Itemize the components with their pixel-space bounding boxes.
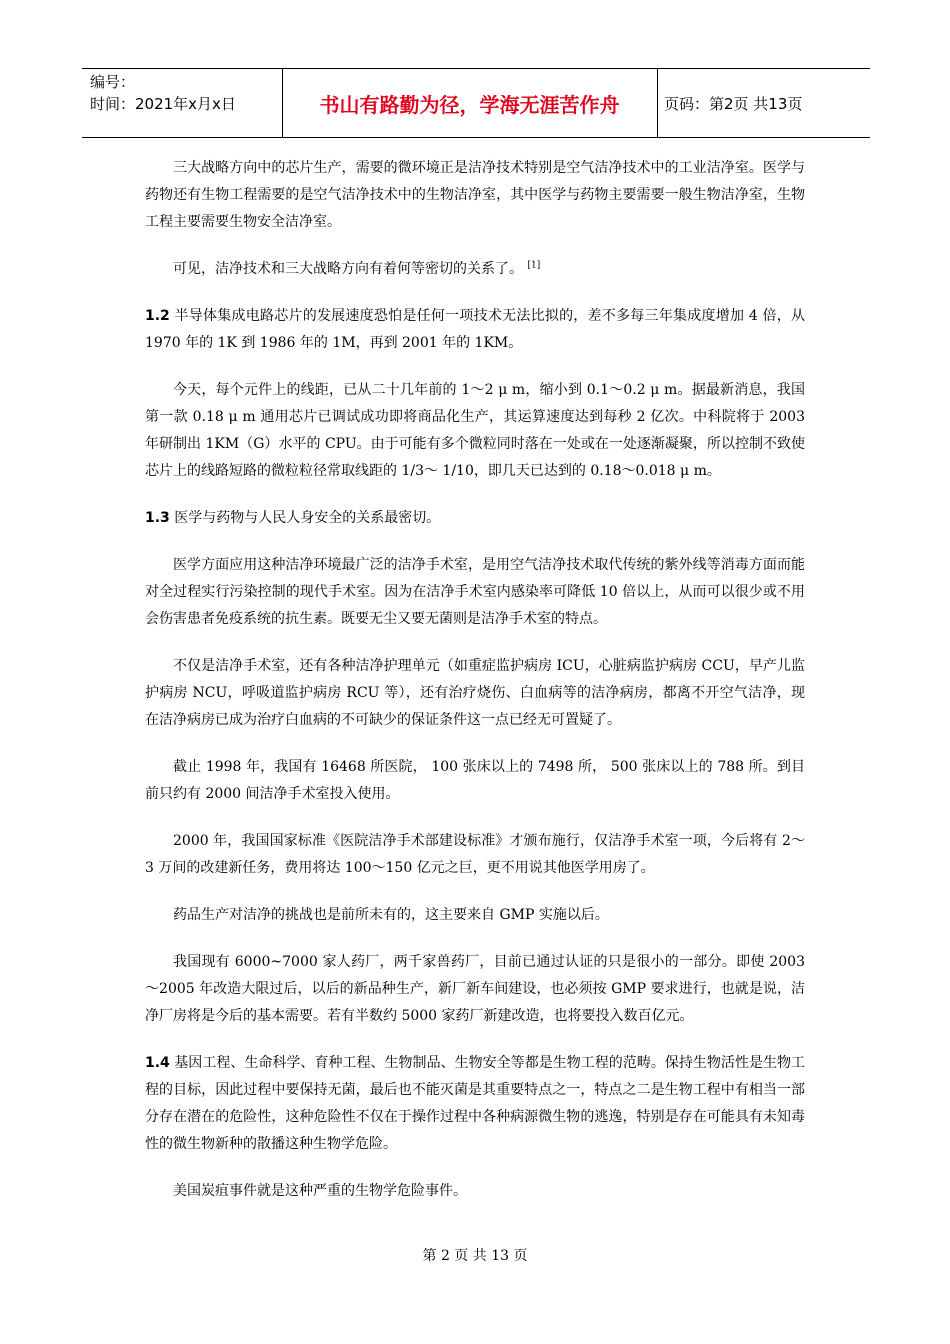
paragraph-9 bbox=[145, 828, 805, 882]
paragraph-text: 药品生产对洁净的挑战也是前所未有的，这主要来自 GMP 实施以后。 bbox=[173, 907, 609, 923]
header-motto: 书山有路勤为径，学海无涯苦作舟 bbox=[319, 92, 620, 117]
header-meta bbox=[90, 71, 236, 115]
paragraph-7 bbox=[145, 653, 805, 734]
paragraph-text: 半导体集成电路芯片的发展速度恐怕是任何一项技术无法比拟的，差不多每三年集成度增加 4 倍，从 1970 年的 1K 到 1986 年的 1M，再到 2001 年的 1KM。 bbox=[145, 308, 805, 351]
paragraph-4 bbox=[145, 377, 805, 485]
section-number: 1.2 bbox=[145, 308, 170, 324]
date-line: 时间：2021年x月x日 bbox=[90, 95, 236, 113]
paragraph-1 bbox=[145, 155, 805, 236]
page-header bbox=[82, 68, 870, 138]
section-1-2 bbox=[145, 303, 805, 357]
paragraph-text: 基因工程、生命科学、育种工程、生物制品、生物安全等都是生物工程的范畴。保持生物活性是生物工程的目标，因此过程中要保持无菌，最后也不能灭菌是其重要特点之一，特点之二是生物工程中有相当一部分存在潜在的危险性，这种危险性不仅在于操作过程中各种病源微生物的逃逸，特别是存在可能具有未知毒性的微生物新种的散播这种生物学危险。 bbox=[145, 1055, 805, 1152]
paragraph-13 bbox=[145, 1178, 805, 1205]
paragraph-text: 医学方面应用这种洁净环境最广泛的洁净手术室，是用空气洁净技术取代传统的紫外线等消毒方面而能对全过程实行污染控制的现代手术室。因为在洁净手术室内感染率可降低 10 倍以上，从而可以很少或不用会伤害患者免疫系统的抗生素。既要无尘又要无菌则是洁净手术室的特点。 bbox=[145, 557, 805, 627]
paragraph-text: 我国现有 6000~7000 家人药厂，两千家兽药厂，目前已通过认证的只是很小的一部分。即使 2003～2005 年改造大限过后，以后的新品种生产，新厂新车间建设，也必须按 GMP 要求进行，也就是说，洁净厂房将是今后的基本需要。若有半数约 5000 家药厂新建改造，也将要投入数百亿元。 bbox=[145, 954, 805, 1024]
paragraph-text: 今天，每个元件上的线距，已从二十几年前的 1～2 μ m，缩小到 0.1～0.2 μ m。据最新消息，我国第一款 0.18 μ m 通用芯片已调试成功即将商品化生产，其运算速度达到每秒 2 亿次。中科院将于 2003 年研制出 1KM（G）水平的 CPU。由于可能有多个微粒同时落在一处或在一处逐渐凝聚，所以控制不致使芯片上的线路短路的微粒粒径常取线距的 1/3～ 1/10，即几天已达到的 0.18～0.018 μ m。 bbox=[145, 382, 805, 479]
section-number: 1.4 bbox=[145, 1055, 170, 1071]
page-footer: 第 2 页 共 13 页 bbox=[422, 1248, 528, 1264]
paragraph-text: 三大战略方向中的芯片生产，需要的微环境正是洁净技术特别是空气洁净技术中的工业洁净室。医学与药物还有生物工程需要的是空气洁净技术中的生物洁净室，其中医学与药物主要需要一般生物洁净室，生物工程主要需要生物安全洁净室。 bbox=[145, 160, 805, 230]
paragraph-6 bbox=[145, 552, 805, 633]
paragraph-text: 截止 1998 年，我国有 16468 所医院， 100 张床以上的 7498 所， 500 张床以上的 788 所。到目前只约有 2000 间洁净手术室投入使用。 bbox=[145, 759, 805, 802]
document-body bbox=[145, 155, 805, 1225]
paragraph-text: 可见，洁净技术和三大战略方向有着何等密切的关系了。 bbox=[173, 261, 523, 277]
paragraph-text: 医学与药物与人民人身安全的关系最密切。 bbox=[174, 510, 441, 526]
paragraph-10 bbox=[145, 902, 805, 929]
paragraph-11 bbox=[145, 949, 805, 1030]
header-divider-right bbox=[657, 69, 658, 137]
paragraph-8 bbox=[145, 754, 805, 808]
citation-ref: [1] bbox=[527, 260, 541, 271]
section-1-3 bbox=[145, 505, 805, 532]
section-1-4 bbox=[145, 1050, 805, 1158]
paragraph-text: 美国炭疽事件就是这种严重的生物学危险事件。 bbox=[173, 1183, 467, 1199]
header-page-info: 页码：第2页 共13页 bbox=[664, 94, 803, 113]
paragraph-2 bbox=[145, 256, 805, 283]
paragraph-text: 不仅是洁净手术室，还有各种洁净护理单元（如重症监护病房 ICU，心脏病监护病房 CCU，早产儿监护病房 NCU，呼吸道监护病房 RCU 等），还有治疗烧伤、白血病等的洁净病房，都离不开空气洁净，现在洁净病房已成为治疗白血病的不可缺少的保证条件这一点已经无可置疑了。 bbox=[145, 658, 805, 728]
code-label: 编号： bbox=[90, 73, 136, 91]
section-number: 1.3 bbox=[145, 510, 170, 526]
paragraph-text: 2000 年，我国国家标准《医院洁净手术部建设标准》才颁布施行，仅洁净手术室一项，今后将有 2～3 万间的改建新任务，费用将达 100～150 亿元之巨，更不用说其他医学用房了。 bbox=[145, 833, 805, 876]
